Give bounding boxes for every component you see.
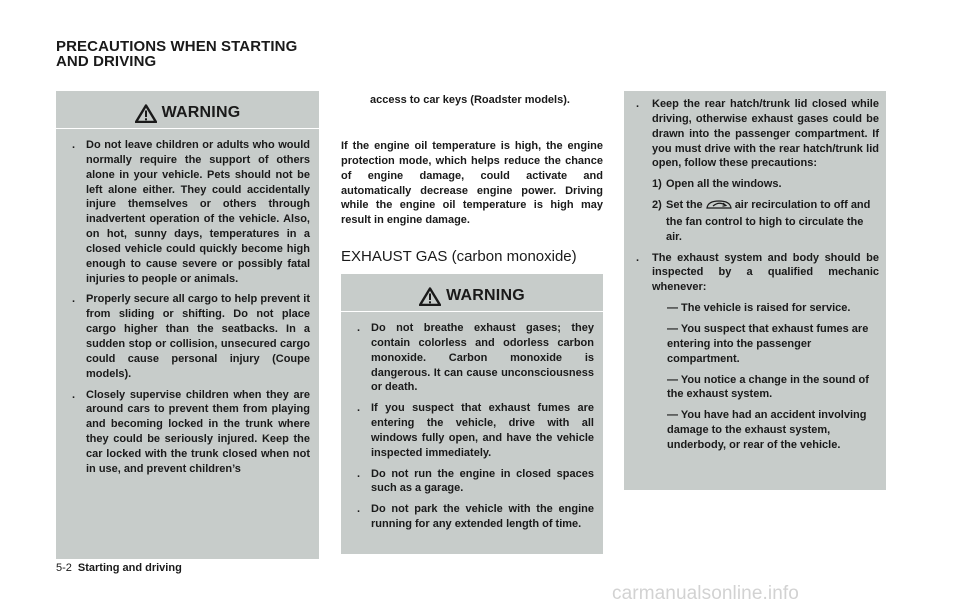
watermark: carmanualsonline.info <box>612 583 799 604</box>
dash-item: — You notice a change in the sound of the exhaust system. <box>667 373 869 401</box>
bullet-text: Do not run the engine in closed spaces such as a garage. <box>371 467 594 495</box>
bullet-text: Do not park the vehicle with the engine running for any extended length of time. <box>371 503 594 531</box>
step-number: 1) <box>652 178 662 191</box>
exhaust-gas-heading: EXHAUST GAS (carbon monoxide) <box>341 248 577 265</box>
bullet-dot: . <box>357 467 361 480</box>
footer-title: Starting and driving <box>77 562 182 574</box>
list-item <box>341 321 603 395</box>
warning-triangle-icon <box>135 104 157 123</box>
bullet-dot: . <box>357 402 361 415</box>
caution-box-exhaust-system <box>624 91 886 490</box>
list-item <box>341 467 603 497</box>
step-item <box>652 198 879 245</box>
bullet-text: Do not leave children or adults who would normally require the support of others alone in your vehicle. Pets should not be left alone either. They could accidentally injure themselves or others through inadvertent operation of the vehicle. Also, on hot, sunny days, temperatures in a closed vehicle could quickly become high enough to cause severe or possibly fatal injuries to people or animals. <box>86 139 310 285</box>
warning-box-children-cargo <box>56 91 319 559</box>
bullet-text: Closely supervise children when they are around cars to prevent them from playing and becoming locked in the trunk where they could be seriously injured. Keep the car locked with the trunk closed when not in use, and prevent children’s <box>86 388 310 475</box>
numbered-steps <box>652 177 879 244</box>
bullet-dot: . <box>72 139 76 151</box>
step-number: 2) <box>652 199 662 212</box>
bullet-text: The exhaust system and body should be inspected by a qualified mechanic whenever: <box>652 251 879 294</box>
section-title-line2: AND DRIVING <box>56 53 157 70</box>
list-item <box>341 502 603 532</box>
step-text-after: air recirculation to off and the fan control to high to circulate the air. <box>666 199 871 243</box>
bullet-text: If you suspect that exhaust fumes are entering the vehicle, drive with all windows fully open, and have the vehicle inspected immediately. <box>371 402 594 459</box>
bullet-dot: . <box>636 251 640 264</box>
section-title <box>56 39 356 69</box>
list-item <box>624 251 886 453</box>
step-text: Open all the windows. <box>666 178 782 191</box>
list-item <box>56 138 319 286</box>
warning-header <box>56 98 319 129</box>
bullet-dot: . <box>72 388 76 401</box>
page-number: 5-2 <box>56 562 72 574</box>
warning-header <box>341 281 603 312</box>
caution-bullet-list <box>624 97 886 453</box>
dash-item: — You have had an accident involving damage to the exhaust system, underbody, or rear of the vehicle. <box>667 409 867 451</box>
step-item <box>652 177 879 192</box>
step-text-before: Set the <box>666 199 703 212</box>
dash-list <box>652 301 879 453</box>
warning-triangle-icon <box>419 287 441 306</box>
bullet-text: Do not breathe exhaust gases; they contain colorless and odorless carbon monoxide. Carbon monoxide is dangerous. It can cause unconsciousness or death. <box>371 322 594 394</box>
list-item <box>56 292 319 381</box>
warning-label: WARNING <box>446 287 525 304</box>
bullet-dot: . <box>357 322 361 334</box>
dash-item: — You suspect that exhaust fumes are entering into the passenger compartment. <box>667 322 869 365</box>
bullet-dot: . <box>636 98 640 110</box>
bullet-dot: . <box>72 293 76 306</box>
warning-box-exhaust <box>341 274 603 554</box>
bullet-text: Keep the rear hatch/trunk lid closed while driving, otherwise exhaust gases could be drawn into the passenger compartment. If you must drive with the rear hatch/trunk lid open, follow these precautions: <box>652 98 879 170</box>
warning-bullet-list <box>56 138 319 477</box>
dash-item: — The vehicle is raised for service. <box>667 302 851 315</box>
oil-temperature-paragraph: If the engine oil temperature is high, the engine protection mode, which helps reduce the chance of engine damage, could activate and automatically decrease engine power. Driving while the engine oil temperature is high may result in engine damage. <box>341 140 603 227</box>
list-item <box>624 97 886 245</box>
warning-label: WARNING <box>161 104 241 121</box>
list-item <box>341 401 603 460</box>
page-footer <box>56 561 182 575</box>
list-item <box>56 388 319 477</box>
bullet-text: Properly secure all cargo to help prevent it from sliding or shifting. Do not place cargo higher than the seatbacks. In a sudden stop or collision, unsecured cargo could cause personal injury (Coupe models). <box>86 293 310 380</box>
air-recirculation-icon <box>705 199 733 215</box>
warning-continuation-text: access to car keys (Roadster models). <box>370 94 570 106</box>
warning-bullet-list <box>341 321 603 532</box>
bullet-dot: . <box>357 503 361 516</box>
section-title-line1: PRECAUTIONS WHEN STARTING <box>56 38 298 55</box>
